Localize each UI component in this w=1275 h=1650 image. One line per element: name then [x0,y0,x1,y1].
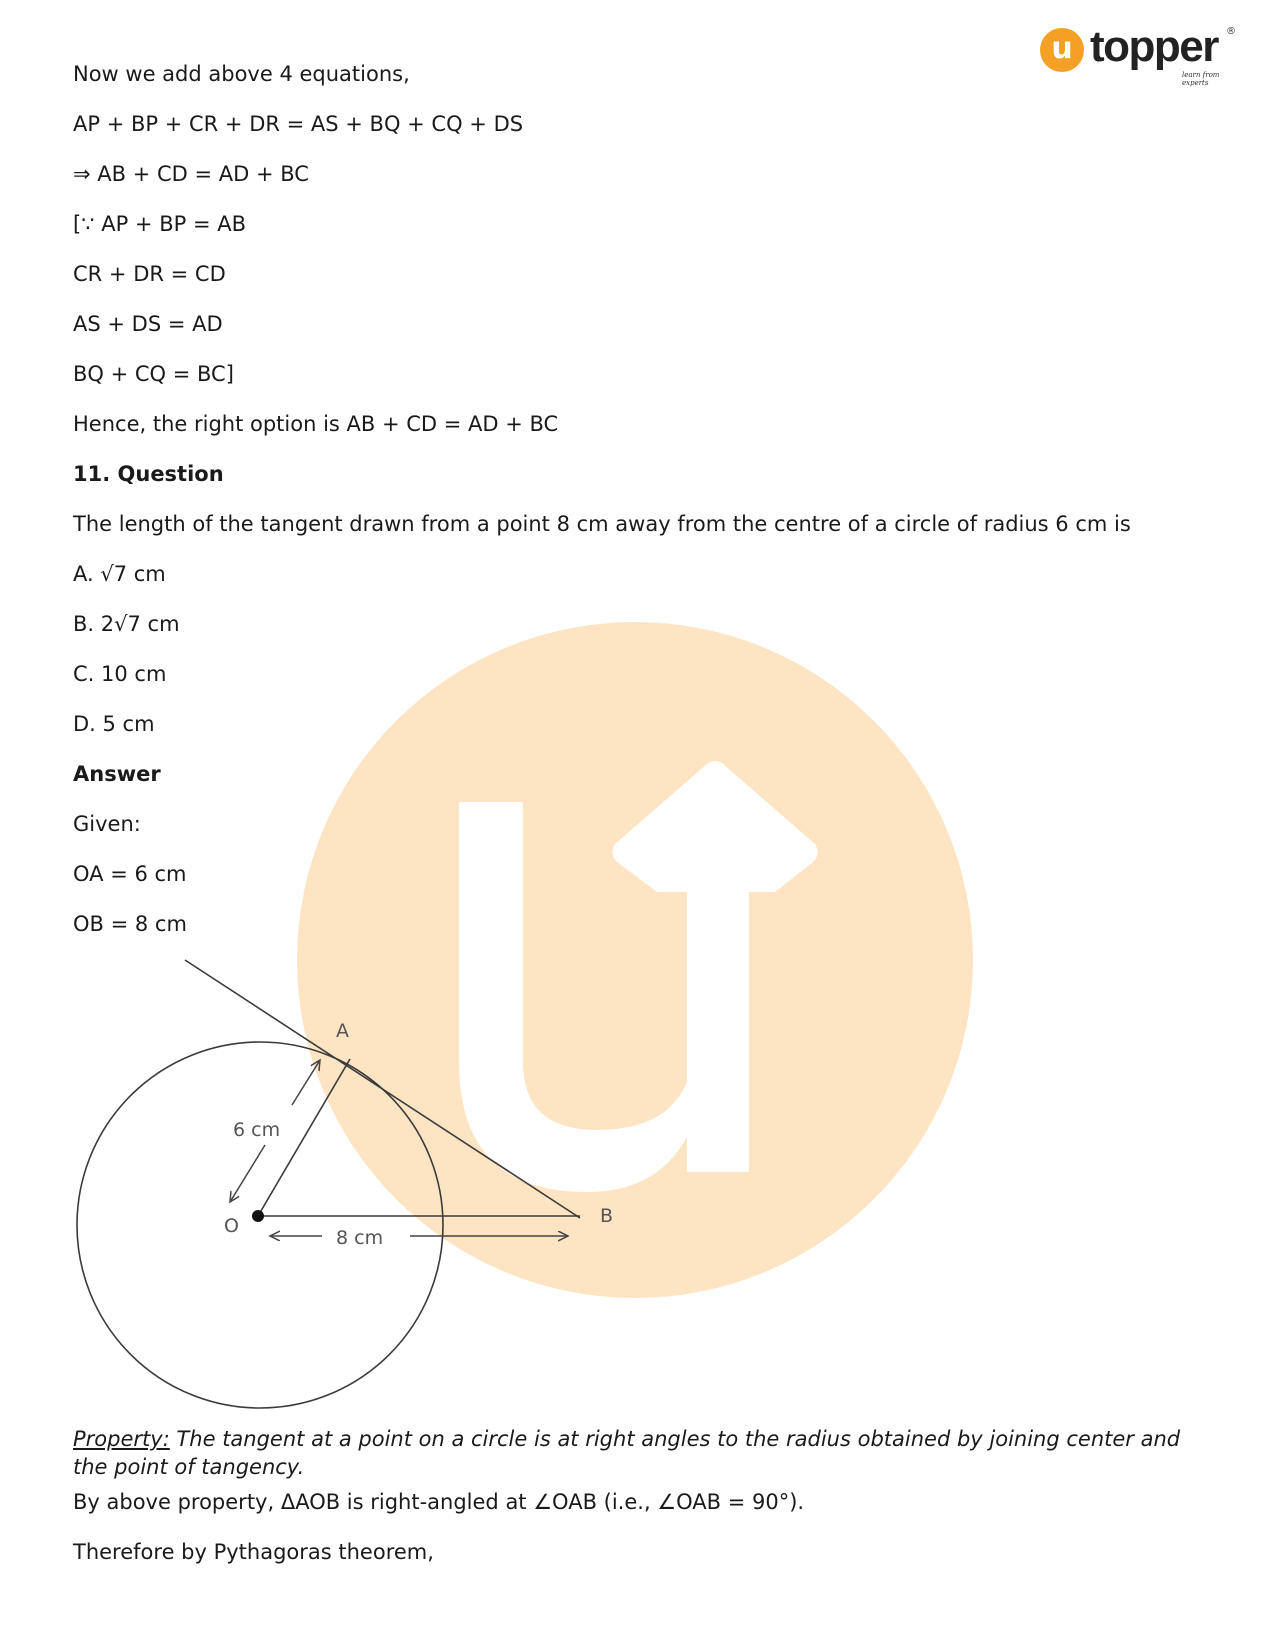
logo-wordmark: topper [1090,22,1218,71]
given-label: Given: [73,812,141,836]
given-oa: OA = 6 cm [73,862,187,886]
label-a: A [336,1020,349,1042]
radius-arrow-down [230,1145,265,1202]
label-o: O [224,1215,239,1237]
option-d: D. 5 cm [73,712,155,736]
question-heading: 11. Question [73,462,224,486]
equation-line: AS + DS = AD [73,312,223,336]
equation-line: BQ + CQ = BC] [73,362,234,386]
radius-label: 6 cm [233,1119,281,1141]
option-b: B. 2√7 cm [73,612,180,636]
logo-tagline: learn from experts [1182,71,1220,87]
distance-label: 8 cm [336,1227,384,1249]
text-line: Now we add above 4 equations, [73,62,410,86]
equation-line: CR + DR = CD [73,262,226,286]
label-b: B [600,1205,614,1227]
given-ob: OB = 8 cm [73,912,187,936]
equation-line: AP + BP + CR + DR = AS + BQ + CQ + DS [73,112,524,136]
conclusion-line: Hence, the right option is AB + CD = AD + BC [73,412,559,436]
therefore-line: Therefore by Pythagoras theorem, [73,1540,434,1564]
question-text: The length of the tangent drawn from a point 8 cm away from the centre of a circle of radius 6 cm is [73,512,1131,536]
tangent-diagram [60,940,620,1420]
by-property-line: By above property, ΔAOB is right-angled at ∠OAB (i.e., ∠OAB = 90°). [73,1490,805,1514]
property-text: The tangent at a point on a circle is at right angles to the radius obtained by joining center and the point of tangency. [73,1427,1181,1479]
option-c: C. 10 cm [73,662,167,686]
answer-heading: Answer [73,762,161,786]
center-point-o [252,1210,264,1222]
property-statement [73,1425,1203,1481]
option-a: A. √7 cm [73,562,166,586]
topper-logo [1040,22,1240,87]
equation-line: ⇒ AB + CD = AD + BC [73,162,309,186]
property-label: Property: [73,1427,170,1451]
logo-registered-mark: ® [1226,26,1236,37]
equation-line: [∵ AP + BP = AB [73,212,246,236]
circle [77,1042,443,1408]
logo-u-icon: u [1040,28,1084,72]
radius-arrow-up [292,1060,320,1105]
